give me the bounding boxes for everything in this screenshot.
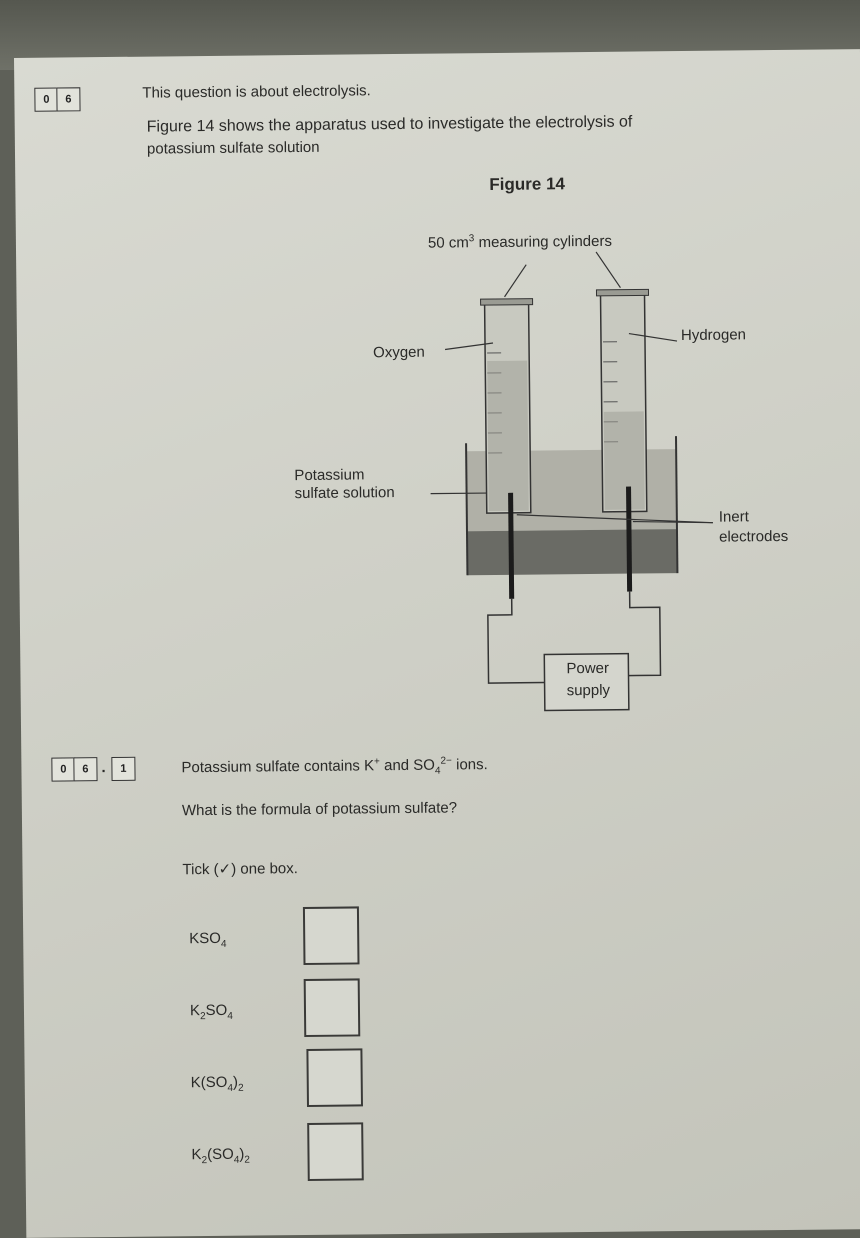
potassium-label-line2: sulfate solution xyxy=(294,484,395,503)
subquestion-stem: Potassium sulfate contains K+ and $SO_4^{2-}$ ions. xyxy=(181,755,488,777)
option-ksO4: $KSO_4$ xyxy=(189,929,227,950)
option-k2so4: $K_2SO_4$ xyxy=(189,1001,233,1023)
left-wire xyxy=(488,598,545,683)
right-electrode xyxy=(629,487,630,592)
right-measuring-cylinder xyxy=(596,289,650,512)
tick-box-option-1[interactable] xyxy=(303,906,360,965)
power-label-line2: supply xyxy=(566,681,611,700)
option-kso4-2: $K(SO_4)_2$ xyxy=(190,1073,244,1094)
subquestion-prompt: What is the formula of potassium sulfate? xyxy=(181,799,458,820)
tick-box-option-4[interactable] xyxy=(307,1122,364,1181)
oxygen-label: Oxygen xyxy=(373,343,425,362)
inert-label-line2: electrodes xyxy=(718,527,789,546)
subquestion-digit-2: 6 xyxy=(73,757,97,781)
left-electrode xyxy=(511,493,512,599)
question-intro: This question is about electrolysis. xyxy=(142,82,371,102)
potassium-label-line1: Potassium xyxy=(294,466,365,485)
exam-page xyxy=(14,49,860,1238)
subquestion-separator: . xyxy=(101,759,106,777)
inert-label-line1: Inert xyxy=(718,508,749,526)
left-measuring-cylinder xyxy=(481,299,535,514)
cylinders-label: 50 $cm^3$ measuring cylinders xyxy=(427,232,613,252)
tick-instruction: Tick (✓) one box. xyxy=(182,860,298,879)
beaker-base-band xyxy=(467,529,677,575)
option-k2so4-2: $K_2(SO_4)_2$ xyxy=(191,1145,250,1167)
tick-box-option-2[interactable] xyxy=(304,978,361,1037)
question-number-digit-1: 0 xyxy=(34,88,58,112)
power-label-line1: Power xyxy=(566,659,610,678)
subquestion-digit-1: 0 xyxy=(51,757,75,781)
question-number-digit-2: 6 xyxy=(56,87,80,111)
right-wire xyxy=(626,591,661,675)
hydrogen-label: Hydrogen xyxy=(680,326,747,345)
figure-title: Figure 14 xyxy=(489,174,566,195)
electrolysis-diagram xyxy=(14,49,860,758)
figure-intro-line2: potassium sulfate solution xyxy=(146,138,320,158)
subquestion-digit-3: 1 xyxy=(111,757,135,781)
figure-intro-line1: Figure 14 shows the apparatus used to investigate the electrolysis of xyxy=(146,113,633,136)
tick-box-option-3[interactable] xyxy=(306,1048,363,1107)
